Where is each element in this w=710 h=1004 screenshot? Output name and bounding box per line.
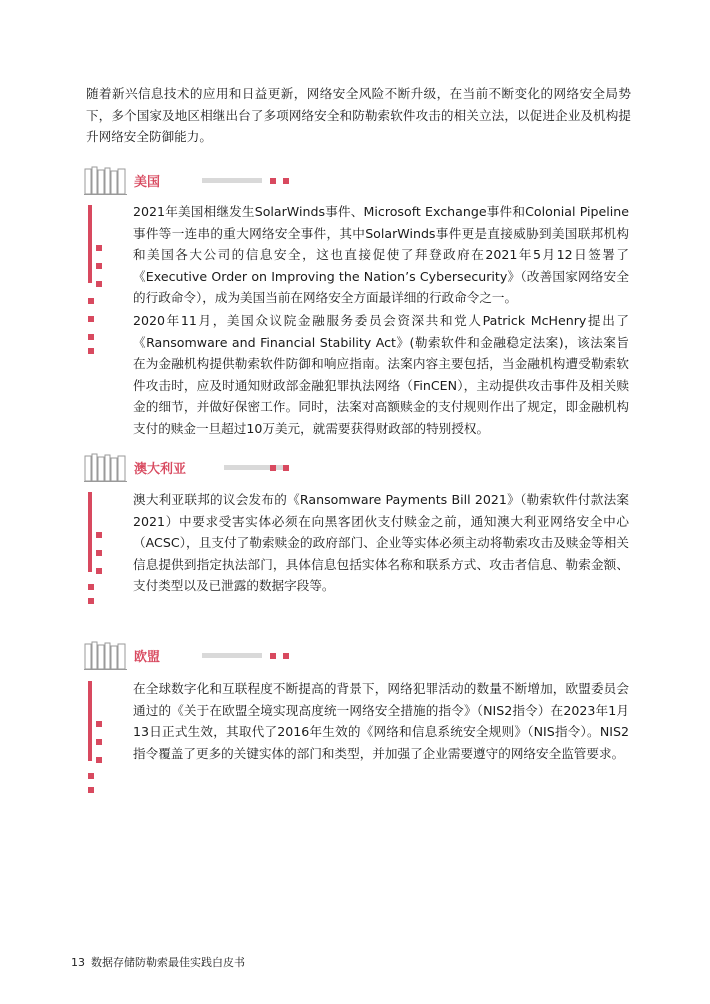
accent-square [88, 316, 94, 322]
section-sidebar-australia [88, 492, 102, 607]
section-title: 欧盟 [134, 650, 161, 665]
accent-square [88, 348, 94, 354]
section-header-australia [82, 453, 322, 483]
accent-square [96, 281, 102, 287]
accent-square [96, 721, 102, 727]
decorative-line [202, 178, 262, 183]
usa-paragraph-1: 2021年美国相继发生SolarWinds事件、Microsoft Exchange事件和Colonial Pipeline事件等一连串的重大网络安全事件，其中SolarWinds事件更是直接威胁到美国联邦机构和美国各大公司的信息安全，这也直接促使了拜登政府在2021年5月12日签署了《Executive Order on Improving the Nation’s Cybersecurity》（改善国家网络安全的行政命令），成为美国当前在网络安全方面最详细的行政命令之一。 [133, 204, 629, 306]
usa-paragraph-2: 2020年11月，美国众议院金融服务委员会资深共和党人Patrick McHenry提出了《Ransomware and Financial Stability Act》(勒索软件和金融稳定法案)，该法案旨在为金融机构提供勒索软件防御和响应指南。法案内容主要包括，当金融机构遭受勒索软件攻击时，应及时通知财政部金融犯罪执法网络（FinCEN），主动提供攻击事件及相关赎金的细节，并做好保密工作。同时，法案对高额赎金的支付规则作出了规定，即金融机构支付的赎金一旦超过10万美元，就需要获得财政部的特别授权。 [133, 313, 629, 436]
decorative-line [202, 653, 262, 658]
document-title: 数据存储防勒索最佳实践白皮书 [91, 956, 245, 969]
eu-paragraph-1: 在全球数字化和互联程度不断提高的背景下，网络犯罪活动的数量不断增加，欧盟委员会通过的《关于在欧盟全境实现高度统一网络安全措施的指令》（NIS2指令）在2023年1月13日正式生效，其取代了2016年生效的《网络和信息系统安全规则》（NIS指令）。NIS2指令覆盖了更多的关键实体的部门和类型，并加强了企业需要遵守的网络安全监管要求。 [133, 681, 629, 761]
intro-paragraph: 随着新兴信息技术的应用和日益更新，网络安全风险不断升级，在当前不断变化的网络安全局势下，多个国家及地区相继出台了多项网络安全和防勒索软件攻击的相关立法，以促进企业及机构提升网络安全防御能力。 [86, 86, 631, 145]
section-sidebar-eu [88, 681, 102, 796]
accent-square [96, 757, 102, 763]
page-number: 13 [71, 956, 85, 969]
section-header-usa [82, 166, 322, 196]
australia-paragraph-1: 澳大利亚联邦的议会发布的《Ransomware Payments Bill 2021》（勒索软件付款法案2021）中要求受害实体必须在向黑客团伙支付赎金之前，通知澳大利亚网络安全中心（ACSC），且支付了勒索赎金的政府部门、企业等实体必须主动将勒索攻击及赎金等相关信息提供到指定执法部门，具体信息包括实体名称和联系方式、攻击者信息、勒索金额、支付类型以及已泄露的数据字段等。 [133, 492, 629, 594]
accent-square [88, 298, 94, 304]
accent-square [96, 568, 102, 574]
accent-square [96, 263, 102, 269]
books-icon [84, 641, 128, 671]
decorative-square [270, 465, 276, 471]
accent-bar [88, 205, 92, 283]
decorative-square [283, 465, 289, 471]
books-icon [84, 166, 128, 196]
books-icon [84, 453, 128, 483]
accent-square [88, 584, 94, 590]
decorative-square [283, 178, 289, 184]
section-title: 美国 [134, 175, 161, 190]
decorative-square [283, 653, 289, 659]
accent-square [96, 739, 102, 745]
accent-bar [88, 492, 92, 572]
section-title: 澳大利亚 [134, 462, 187, 477]
decorative-square [270, 653, 276, 659]
accent-square [88, 334, 94, 340]
accent-square [88, 773, 94, 779]
accent-square [88, 787, 94, 793]
page-footer [71, 954, 251, 970]
section-sidebar-usa [88, 205, 102, 355]
accent-square [88, 598, 94, 604]
section-header-eu [82, 641, 322, 671]
decorative-square [270, 178, 276, 184]
accent-square [96, 550, 102, 556]
accent-square [96, 245, 102, 251]
accent-square [96, 532, 102, 538]
accent-bar [88, 681, 92, 761]
